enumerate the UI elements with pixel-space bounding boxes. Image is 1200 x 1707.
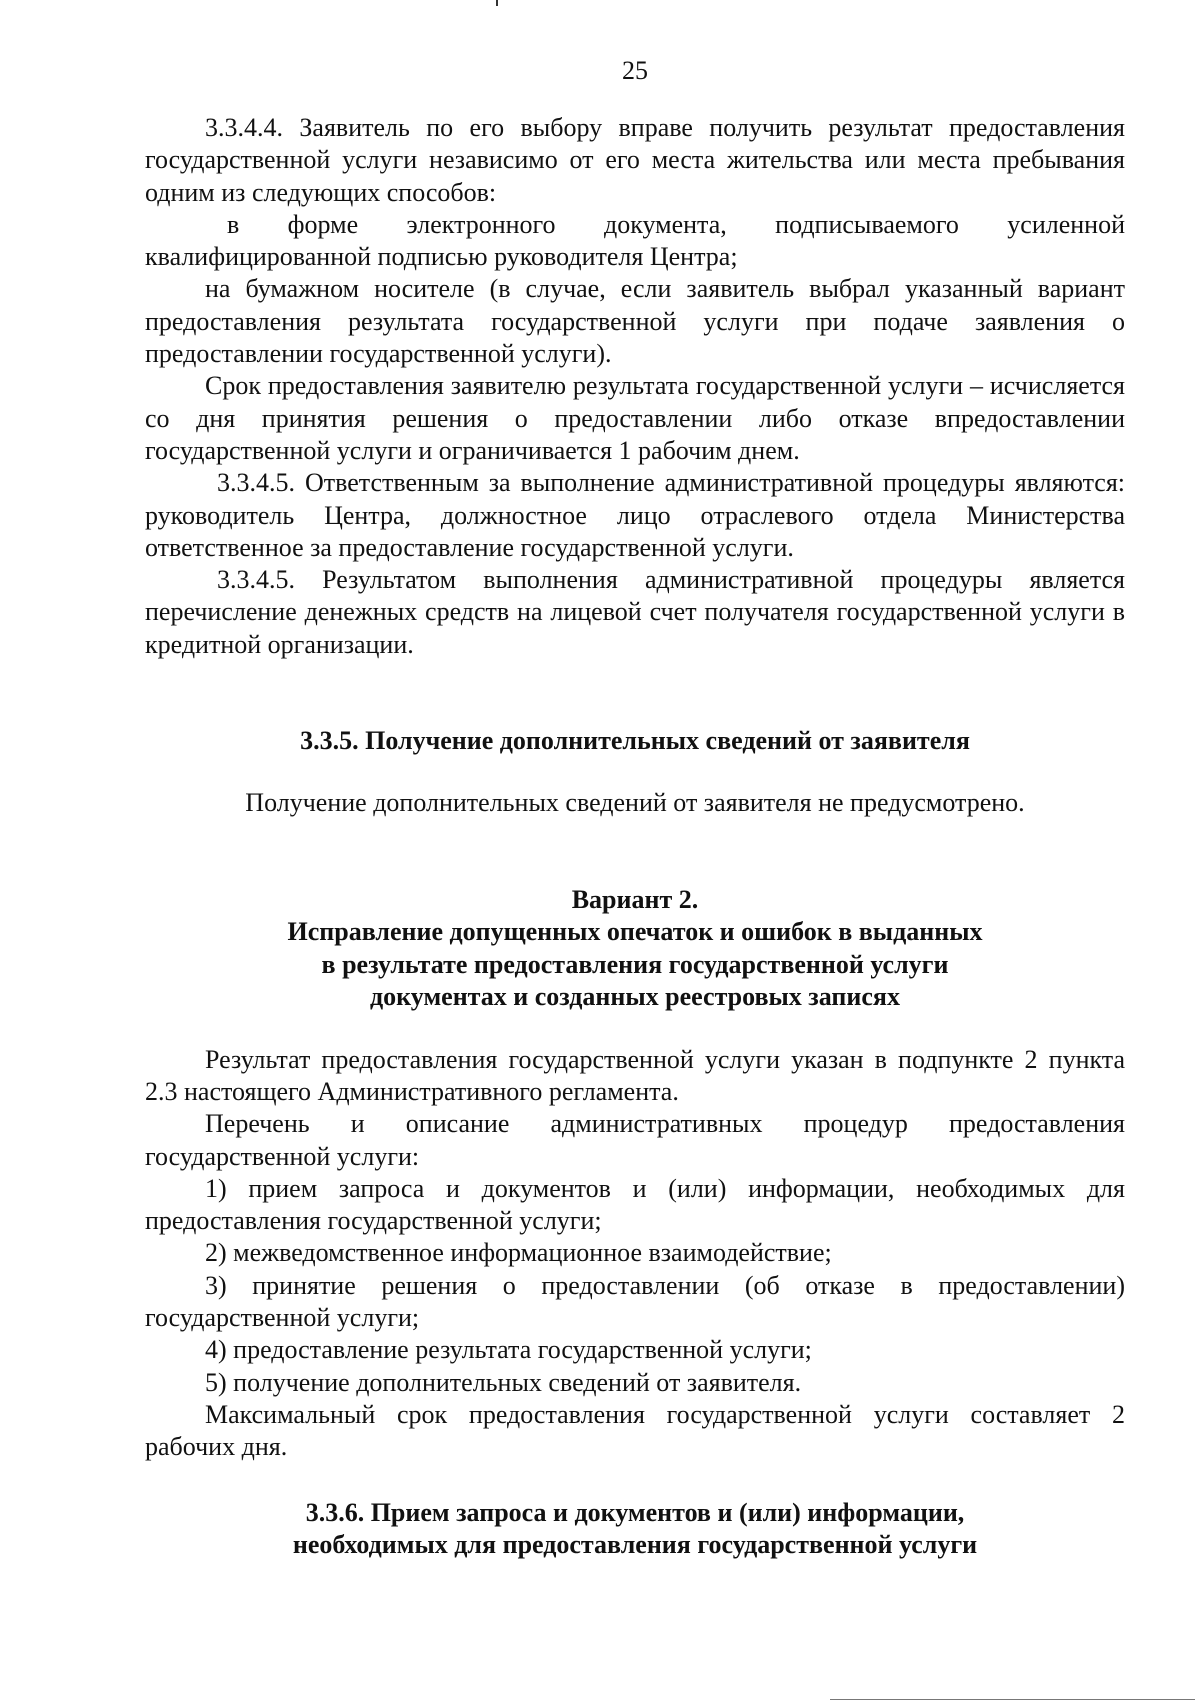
list-item-3: 3) принятие решения о предоставлении (об отказе в предоставлении) государственной услуги;	[145, 1270, 1125, 1333]
paragraph-3-3-4-4: 3.3.4.4. Заявитель по его выбору вправе получить результат предоставления государственной услуги независимо от его места жительства или места пребывания одним из следующих способов:	[145, 113, 1125, 207]
heading-3-3-5: 3.3.5. Получение дополнительных сведений от заявителя	[300, 726, 970, 756]
paragraph-3-3-4-5-result: 3.3.4.5. Результатом выполнения административной процедуры является перечисление денежных средств на лицевой счет получателя государственной услуги в кредитной организации.	[145, 565, 1125, 659]
page-number: 25	[622, 56, 648, 85]
paragraph-no-additional-info: Получение дополнительных сведений от заявителя не предусмотрено.	[245, 788, 1025, 818]
list-item-1: 1) прием запроса и документов и (или) информации, необходимых для предоставления государственной услуги;	[145, 1173, 1125, 1236]
list-item-2: 2) межведомственное информационное взаимодействие;	[205, 1238, 832, 1268]
variant-subtitle-line-2: в результате предоставления государственной услуги	[321, 949, 949, 979]
paragraph-paper-form: на бумажном носителе (в случае, если заявитель выбрал указанный вариант предоставления результата государственной услуги при подаче заявления о предоставлении государственной услуги).	[145, 274, 1125, 369]
variant-title: Вариант 2.	[571, 884, 699, 914]
top-scan-mark	[496, 0, 498, 6]
bottom-scan-line	[830, 1699, 1195, 1700]
paragraph-3-3-4-5-responsible: 3.3.4.5. Ответственным за выполнение административной процедуры являются: руководитель Центра, должностное лицо отраслевого отдела Министерства ответственное за предоставление государственной услуги.	[145, 468, 1125, 562]
list-item-5: 5) получение дополнительных сведений от заявителя.	[205, 1367, 802, 1397]
paragraph-result-reference: Результат предоставления государственной услуги указан в подпункте 2 пункта 2.3 настоящего Административного регламента.	[145, 1044, 1125, 1106]
variant-2-heading	[145, 884, 1125, 1014]
variant-subtitle-line-1: Исправление допущенных опечаток и ошибок в выданных	[287, 917, 983, 947]
paragraph-max-term: Максимальный срок предоставления государственной услуги составляет 2 рабочих дня.	[145, 1399, 1125, 1462]
variant-subtitle-line-3: документах и созданных реестровых записях	[370, 982, 900, 1012]
document-body	[145, 112, 1125, 1561]
list-item-4: 4) предоставление результата государственной услуги;	[205, 1335, 812, 1365]
heading-3-3-6-line-2: необходимых для предоставления государственной услуги	[292, 1529, 978, 1559]
paragraph-electronic-form: в форме электронного документа, подписываемого усиленной квалифицированной подписью руководителя Центра;	[145, 209, 1125, 272]
paragraph-procedures-list-intro: Перечень и описание административных процедур предоставления государственной услуги:	[145, 1109, 1125, 1171]
paragraph-term: Срок предоставления заявителю результата государственной услуги – исчисляется со дня принятия решения о предоставлении либо отказе впредоставлении государственной услуги и ограничивается 1 рабочим днем.	[145, 371, 1125, 465]
heading-3-3-6-line-1: 3.3.6. Прием запроса и документов и (или) информации,	[305, 1497, 965, 1527]
